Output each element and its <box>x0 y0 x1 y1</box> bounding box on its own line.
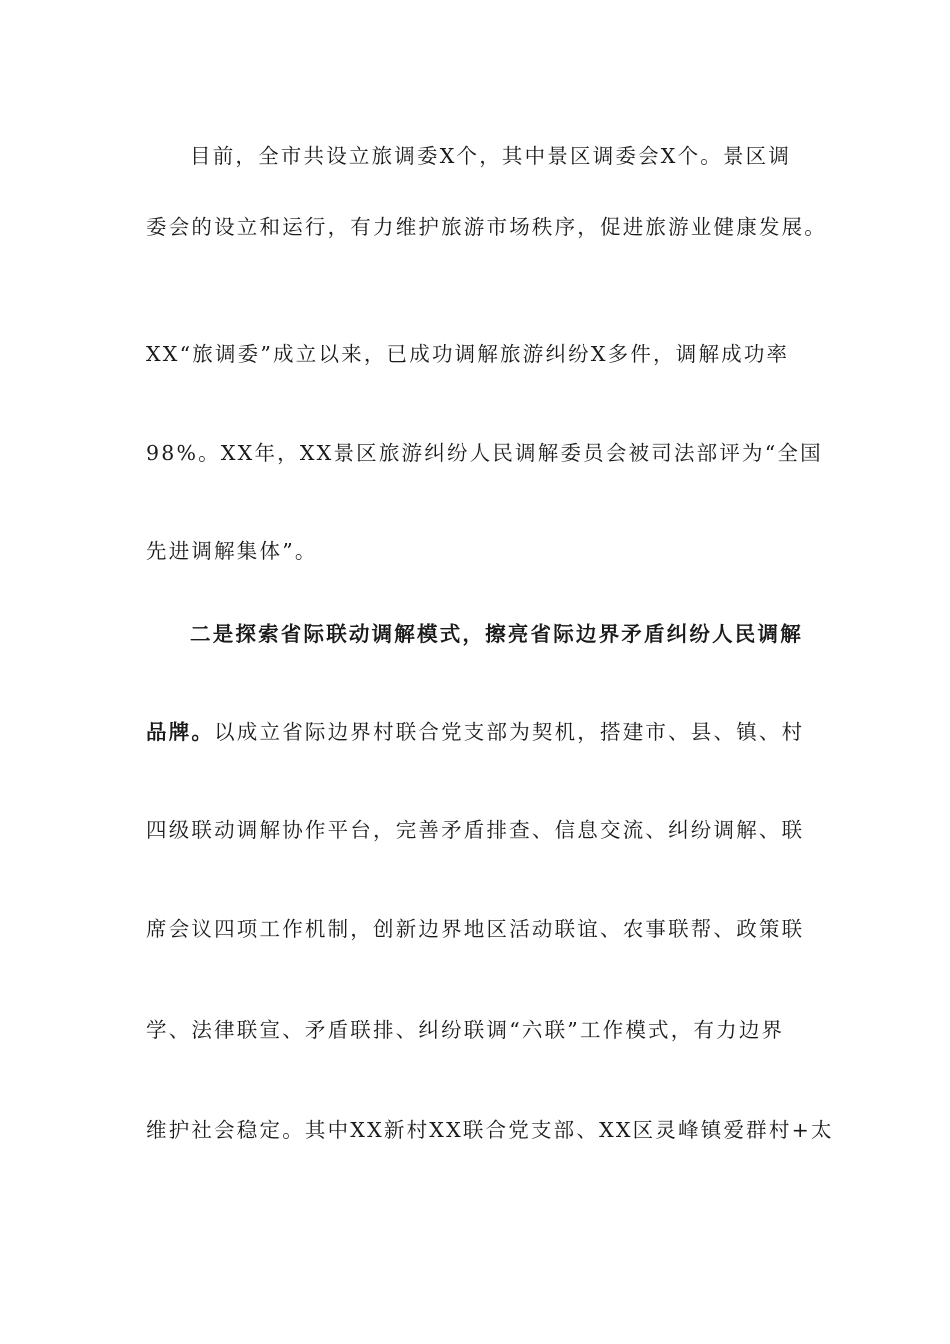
section-body-start: 以成立省际边界村联合党支部为契机，搭建市、县、镇、村 <box>214 720 805 744</box>
section-heading-line-1: 二是探索省际联动调解模式，擦亮省际边界矛盾纠纷人民调解 <box>190 622 803 646</box>
paragraph-line-9: 席会议四项工作机制，创新边界地区活动联谊、农事联帮、政策联 <box>146 917 805 941</box>
section-heading-line-2 <box>146 717 826 747</box>
paragraph-line-3: XX“旅调委”成立以来，已成功调解旅游纠纷X多件，调解成功率 <box>146 342 790 366</box>
paragraph-line-11: 维护社会稳定。其中XX新村XX联合党支部、XX区灵峰镇爱群村+太 <box>146 1118 834 1142</box>
paragraph-line-4: 98%。XX年，XX景区旅游纠纷人民调解委员会被司法部评为“全国 <box>146 441 823 465</box>
paragraph-line-8: 四级联动调解协作平台，完善矛盾排查、信息交流、纠纷调解、联 <box>146 818 805 842</box>
paragraph-line-1: 目前，全市共设立旅调委X个，其中景区调委会X个。景区调 <box>190 144 792 168</box>
paragraph-line-5: 先进调解集体”。 <box>146 539 318 563</box>
paragraph-line-10: 学、法律联宣、矛盾联排、纠纷联调“六联”工作模式，有力边界 <box>146 1018 785 1042</box>
section-heading-end: 品牌。 <box>146 720 215 744</box>
paragraph-line-2: 委会的设立和运行，有力维护旅游市场秩序，促进旅游业健康发展。 <box>146 215 827 239</box>
